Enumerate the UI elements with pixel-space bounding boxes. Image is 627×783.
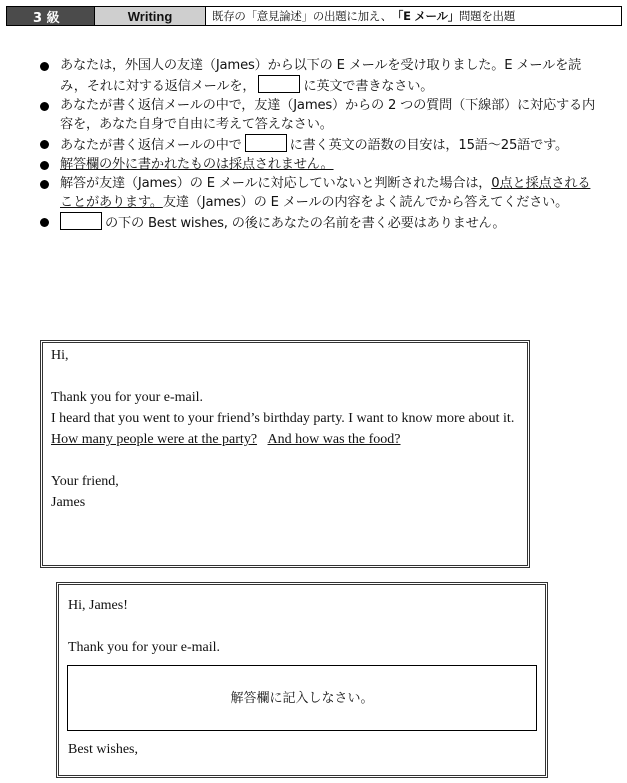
email-question: And how was the food? <box>267 432 401 447</box>
header-bar <box>6 6 622 26</box>
desc-prefix: 既存の「意見論述」の出題に加え、 <box>212 9 392 23</box>
instruction-item <box>40 96 600 134</box>
header-description <box>206 7 621 25</box>
blank-box <box>258 75 300 93</box>
answer-prompt: 解答欄に記入しなさい。 <box>230 690 374 706</box>
instruction-text: に英文で書きなさい。 <box>303 79 434 94</box>
instruction-text: の下の Best wishes, の後にあなたの名前を書く必要はありません。 <box>105 216 506 231</box>
email-greeting: Hi, <box>51 348 69 363</box>
instruction-text: に書く英文の語数の目安は，15語～25語です。 <box>289 138 569 153</box>
instruction-text: 0点と採点されることがあります。 <box>60 176 591 210</box>
bullet-icon <box>40 180 49 189</box>
email-line: I heard that you went to your friend’s birthday party. I want to know more about it. <box>51 411 515 426</box>
grade-label: 3 級 <box>7 7 95 25</box>
instruction-item <box>40 212 600 233</box>
instruction-item <box>40 155 600 174</box>
reply-thanks: Thank you for your e-mail. <box>68 640 221 655</box>
reply-closing: Best wishes, <box>68 742 138 757</box>
blank-box <box>245 134 287 152</box>
instruction-text: 解答欄の外に書かれたものは採点されません。 <box>60 157 334 172</box>
instruction-text: 解答が友達（James）の E メールに対応していないと判断された場合は， <box>60 176 492 191</box>
bullet-icon <box>40 218 49 227</box>
instruction-text: あなたが書く返信メールの中で <box>60 138 242 153</box>
email-closing: Your friend, <box>51 474 119 489</box>
skill-label: Writing <box>95 7 206 25</box>
instruction-text: 友達（James）の E メールの内容をよく読んでから答えてください。 <box>162 195 569 210</box>
email-question: How many people were at the party? <box>51 432 258 447</box>
email-body <box>51 408 519 450</box>
instructions <box>40 56 600 233</box>
instruction-text: あなたは，外国人の友達（James）から以下の E メールを受け取りました。E メールを読み，それに対する返信メールを， <box>60 58 582 94</box>
blank-box <box>60 212 102 230</box>
bullet-icon <box>40 161 49 170</box>
email-signature: James <box>51 495 86 510</box>
bullet-icon <box>40 102 49 111</box>
desc-suffix: 問題を出題 <box>458 9 515 23</box>
answer-field[interactable] <box>67 665 537 731</box>
bullet-icon <box>40 62 49 71</box>
instruction-text: あなたが書く返信メールの中で，友達（James）からの 2 つの質問（下線部）に対応する内容を，あなた自身で自由に考えて答えなさい。 <box>60 98 595 132</box>
instruction-item <box>40 56 600 96</box>
bullet-icon <box>40 140 49 149</box>
desc-bold: 「E メール」 <box>391 9 459 23</box>
email-line: Thank you for your e-mail. <box>51 390 204 405</box>
instruction-item <box>40 134 600 155</box>
instruction-item <box>40 174 600 212</box>
received-email <box>40 340 530 568</box>
reply-greeting: Hi, James! <box>68 598 128 613</box>
reply-email <box>56 582 548 778</box>
